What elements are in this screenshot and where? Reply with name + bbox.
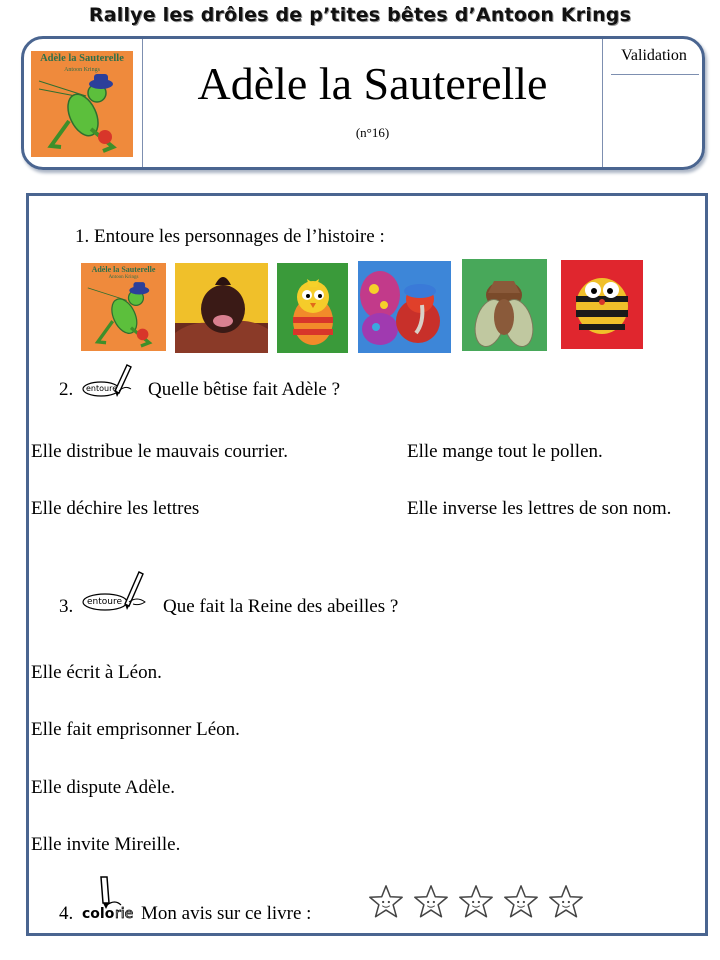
fly-icon bbox=[462, 259, 547, 351]
question-4-label: Mon avis sur ce livre : bbox=[141, 903, 312, 924]
character-option-grasshopper[interactable] bbox=[81, 263, 166, 351]
question-2-number: 2. bbox=[59, 379, 74, 400]
q3-option-2[interactable]: Elle fait emprisonner Léon. bbox=[31, 719, 240, 740]
validation-underline bbox=[611, 74, 699, 75]
q3-option-3[interactable]: Elle dispute Adèle. bbox=[31, 777, 176, 798]
tool-label: entoure bbox=[87, 597, 123, 607]
character-option-mole[interactable] bbox=[175, 263, 268, 353]
question-2-label: Quelle bêtise fait Adèle ? bbox=[148, 379, 341, 400]
bee-icon bbox=[561, 260, 643, 349]
grasshopper-icon bbox=[81, 263, 166, 351]
rally-number: (n°16) bbox=[355, 125, 390, 140]
q2-option-1[interactable]: Elle distribue le mauvais courrier. bbox=[31, 441, 288, 462]
tool-label-a: colo bbox=[82, 906, 115, 922]
rating-star-icon[interactable] bbox=[412, 883, 450, 921]
character-option-fly[interactable] bbox=[462, 259, 547, 351]
circle-pencil-icon bbox=[81, 363, 137, 401]
tool-label-b: rie bbox=[115, 906, 134, 922]
validation-label: Validation bbox=[621, 47, 687, 64]
butterfly-icon bbox=[358, 261, 451, 353]
rating-star-icon[interactable] bbox=[547, 883, 585, 921]
q3-option-4[interactable]: Elle invite Mireille. bbox=[31, 834, 181, 855]
question-4-number: 4. bbox=[59, 903, 74, 924]
q2-option-3[interactable]: Elle déchire les lettres bbox=[31, 498, 200, 519]
character-option-butterfly[interactable] bbox=[358, 261, 451, 353]
rating-stars bbox=[367, 883, 587, 925]
cover-title: Adèle la Sauterelle bbox=[40, 53, 124, 64]
rating-star-icon[interactable] bbox=[367, 883, 405, 921]
rating-star-icon[interactable] bbox=[502, 883, 540, 921]
color-pencil-icon bbox=[81, 873, 141, 923]
cover-author: Antoon Krings bbox=[64, 67, 100, 73]
question-1-label: 1. Entoure les personnages de l’histoire : bbox=[75, 226, 385, 247]
q3-option-1[interactable]: Elle écrit à Léon. bbox=[31, 662, 162, 683]
question-3-number: 3. bbox=[59, 596, 74, 617]
header-box bbox=[21, 36, 705, 170]
grasshopper-icon bbox=[31, 51, 133, 157]
cover-title: Adèle la Sauterelle bbox=[91, 265, 156, 274]
q2-option-4[interactable]: Elle inverse les lettres de son nom. bbox=[407, 498, 672, 519]
page-title: Adèle la Sauterelle bbox=[197, 58, 548, 109]
q2-option-2[interactable]: Elle mange tout le pollen. bbox=[407, 441, 603, 462]
question-3-label: Que fait la Reine des abeilles ? bbox=[163, 596, 399, 617]
rally-banner: Rallye les drôles de p’tites bêtes d’Antoon Krings bbox=[88, 4, 632, 26]
chick-icon bbox=[277, 263, 348, 353]
rating-star-icon[interactable] bbox=[457, 883, 495, 921]
tool-label: entoure bbox=[86, 384, 118, 393]
mole-icon bbox=[175, 263, 268, 353]
circle-pencil-icon bbox=[81, 570, 153, 614]
cover-author: Antoon Krings bbox=[108, 275, 139, 280]
character-option-bee[interactable] bbox=[561, 260, 643, 349]
book-cover bbox=[31, 51, 133, 157]
character-option-chick[interactable] bbox=[277, 263, 348, 353]
